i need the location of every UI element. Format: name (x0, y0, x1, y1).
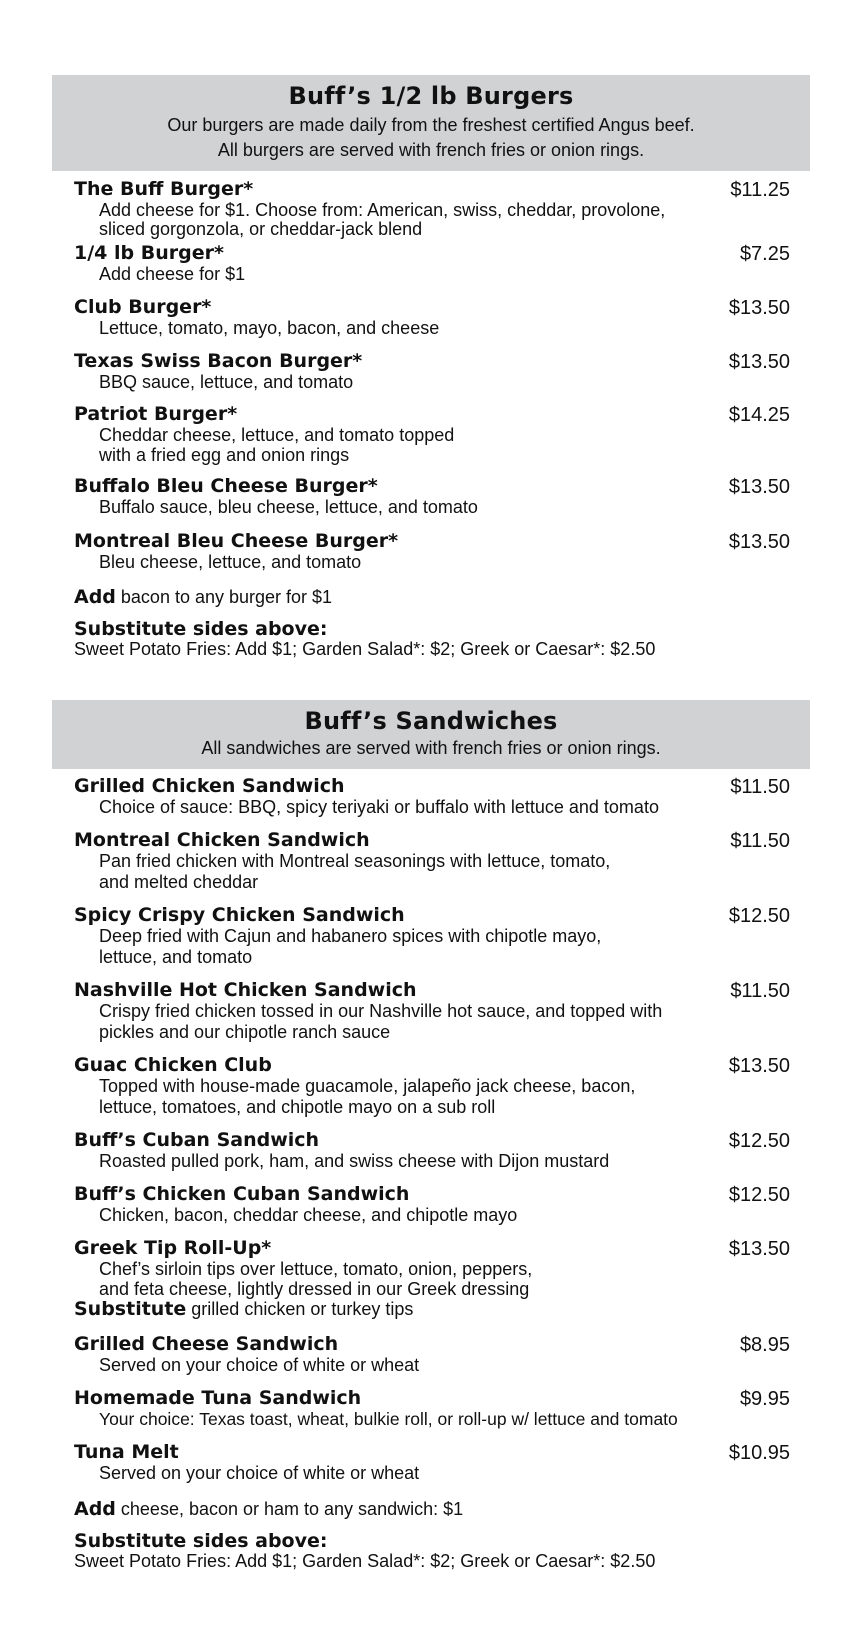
item-name: Greek Tip Roll-Up* (74, 1237, 272, 1259)
menu-item (74, 1239, 790, 1335)
menu-item (74, 1335, 790, 1389)
item-description-line: Deep fried with Cajun and habanero spices with chipotle mayo, (99, 926, 602, 946)
item-name: Patriot Burger* (74, 403, 238, 425)
item-description-line: and melted cheddar (99, 872, 259, 892)
item-description-line: Pan fried chicken with Montreal seasonings with lettuce, tomato, (99, 851, 611, 871)
item-description (74, 425, 790, 465)
item-name: Spicy Crispy Chicken Sandwich (74, 904, 405, 926)
item-name: Grilled Cheese Sandwich (74, 1333, 339, 1355)
substitute-extra-text: grilled chicken or turkey tips (186, 1299, 414, 1319)
menu-item (74, 352, 790, 405)
item-description-line: with a fried egg and onion rings (99, 445, 350, 465)
item-description (74, 200, 790, 238)
burgers-subtitle-1: Our burgers are made daily from the freshest certified Angus beef. (167, 115, 695, 135)
item-price: $7.25 (739, 243, 790, 265)
substitute-label: Substitute (74, 1298, 187, 1320)
menu-item (74, 477, 790, 532)
item-description (74, 1151, 790, 1172)
item-description (74, 1259, 790, 1299)
item-price: $13.50 (728, 351, 790, 373)
item-description-line: lettuce, tomatoes, and chipotle mayo on a sub roll (99, 1097, 496, 1117)
burgers-add-note (74, 586, 790, 619)
item-description (74, 1409, 790, 1430)
item-description-line: and feta cheese, lightly dressed in our Greek dressing (99, 1279, 530, 1299)
item-description-line: Served on your choice of white or wheat (99, 1463, 420, 1483)
item-price: $13.50 (728, 1238, 790, 1260)
item-name: Buff’s Chicken Cuban Sandwich (74, 1183, 410, 1205)
item-price: $11.50 (730, 776, 790, 798)
sandwiches-title: Buff’s Sandwiches (304, 707, 558, 735)
menu-item (74, 831, 790, 906)
item-description (74, 1355, 790, 1376)
item-description (74, 497, 790, 518)
item-description (74, 1076, 790, 1118)
menu-item (74, 405, 790, 477)
item-description-line: Served on your choice of white or wheat (99, 1355, 420, 1375)
item-description-line: Lettuce, tomato, mayo, bacon, and cheese (99, 318, 440, 338)
item-name: Guac Chicken Club (74, 1054, 272, 1076)
item-price: $12.50 (728, 905, 790, 927)
menu-item (74, 906, 790, 981)
menu-item (74, 981, 790, 1056)
sandwiches-substitute (74, 1531, 790, 1572)
item-name: Montreal Chicken Sandwich (74, 829, 370, 851)
item-name: Grilled Chicken Sandwich (74, 775, 345, 797)
item-description-line: pickles and our chipotle ranch sauce (99, 1022, 391, 1042)
item-description-line: Your choice: Texas toast, wheat, bulkie roll, or roll-up w/ lettuce and tomato (99, 1409, 678, 1429)
item-price: $11.50 (730, 980, 790, 1002)
burgers-list (74, 180, 790, 660)
item-price: $13.50 (728, 476, 790, 498)
substitute-text: Sweet Potato Fries: Add $1; Garden Salad*: $2; Greek or Caesar*: $2.50 (74, 1551, 656, 1571)
item-description-line: Add cheese for $1. Choose from: American, swiss, cheddar, provolone, (99, 200, 666, 220)
item-description-line: Topped with house-made guacamole, jalapeño jack cheese, bacon, (99, 1076, 636, 1096)
burgers-subtitle-2: All burgers are served with french fries or onion rings. (217, 140, 645, 160)
menu-item (74, 244, 790, 298)
item-description (74, 851, 790, 893)
add-label: Add (74, 586, 116, 608)
menu-item (74, 1131, 790, 1185)
item-extra-note (74, 1299, 790, 1319)
item-name: Texas Swiss Bacon Burger* (74, 350, 363, 372)
item-description-line: Crispy fried chicken tossed in our Nashville hot sauce, and topped with (99, 1001, 663, 1021)
item-name: The Buff Burger* (74, 178, 254, 200)
item-description-line: Chicken, bacon, cheddar cheese, and chipotle mayo (99, 1205, 518, 1225)
menu-item (74, 180, 790, 244)
item-description-line: Buffalo sauce, bleu cheese, lettuce, and tomato (99, 497, 478, 517)
item-name: Buffalo Bleu Cheese Burger* (74, 475, 378, 497)
item-price: $12.50 (728, 1130, 790, 1152)
menu-item (74, 532, 790, 586)
substitute-title: Substitute sides above: (74, 618, 328, 640)
menu-item (74, 1056, 790, 1131)
item-price: $11.50 (730, 830, 790, 852)
menu-item (74, 298, 790, 352)
add-text: bacon to any burger for $1 (115, 587, 333, 607)
item-price: $13.50 (728, 531, 790, 553)
item-name: Nashville Hot Chicken Sandwich (74, 979, 417, 1001)
item-name: Homemade Tuna Sandwich (74, 1387, 362, 1409)
item-description-line: Add cheese for $1 (99, 264, 246, 284)
item-description-line: Roasted pulled pork, ham, and swiss cheese with Dijon mustard (99, 1151, 610, 1171)
item-name: Montreal Bleu Cheese Burger* (74, 530, 399, 552)
item-description-line: Cheddar cheese, lettuce, and tomato topped (99, 425, 455, 445)
add-label: Add (74, 1498, 116, 1520)
menu-item (74, 777, 790, 831)
item-description (74, 797, 790, 818)
burgers-header (52, 75, 810, 171)
item-price: $11.25 (730, 179, 790, 201)
item-description (74, 264, 790, 285)
burgers-substitute (74, 619, 790, 660)
item-description (74, 552, 790, 573)
item-name: Tuna Melt (74, 1441, 179, 1463)
add-text: cheese, bacon or ham to any sandwich: $1 (115, 1499, 464, 1519)
burgers-title: Buff’s 1/2 lb Burgers (288, 82, 574, 110)
item-description (74, 1205, 790, 1226)
substitute-title: Substitute sides above: (74, 1530, 328, 1552)
item-price: $8.95 (739, 1334, 790, 1356)
item-description-line: Chef’s sirloin tips over lettuce, tomato, onion, peppers, (99, 1259, 533, 1279)
item-description-line: lettuce, and tomato (99, 947, 253, 967)
item-name: 1/4 lb Burger* (74, 242, 224, 264)
item-description (74, 318, 790, 339)
item-description-line: Bleu cheese, lettuce, and tomato (99, 552, 362, 572)
item-name: Buff’s Cuban Sandwich (74, 1129, 320, 1151)
menu-item (74, 1389, 790, 1443)
item-name: Club Burger* (74, 296, 212, 318)
item-description-line: BBQ sauce, lettuce, and tomato (99, 372, 354, 392)
item-price: $10.95 (728, 1442, 790, 1464)
item-price: $12.50 (728, 1184, 790, 1206)
item-price: $13.50 (728, 297, 790, 319)
item-description (74, 372, 790, 393)
item-price: $9.95 (739, 1388, 790, 1410)
item-price: $13.50 (728, 1055, 790, 1077)
item-description (74, 1001, 790, 1043)
sandwiches-list (74, 777, 790, 1572)
item-description (74, 1463, 790, 1484)
item-description (74, 926, 790, 968)
item-description-line: sliced gorgonzola, or cheddar-jack blend (99, 219, 423, 239)
substitute-text: Sweet Potato Fries: Add $1; Garden Salad*: $2; Greek or Caesar*: $2.50 (74, 639, 656, 659)
menu-item (74, 1443, 790, 1498)
item-description-line: Choice of sauce: BBQ, spicy teriyaki or buffalo with lettuce and tomato (99, 797, 659, 817)
item-price: $14.25 (728, 404, 790, 426)
sandwiches-header (52, 700, 810, 769)
sandwiches-subtitle: All sandwiches are served with french fries or onion rings. (201, 738, 661, 758)
sandwiches-add-note (74, 1498, 790, 1531)
menu-item (74, 1185, 790, 1239)
